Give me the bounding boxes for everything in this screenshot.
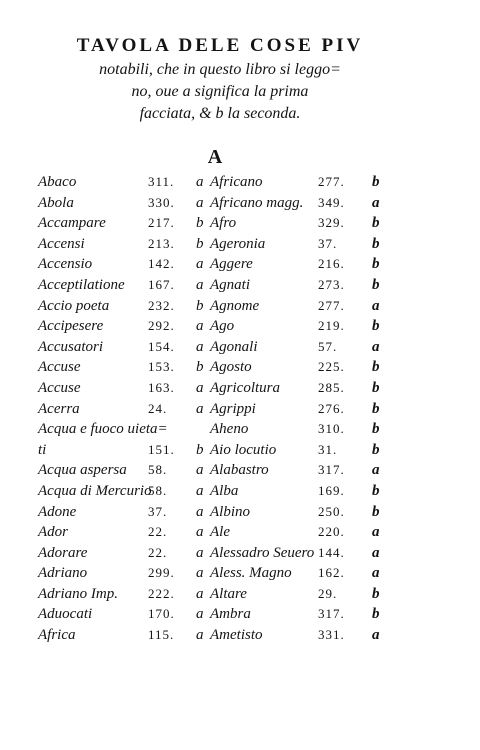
index-entry	[38, 625, 213, 646]
index-term: Ageronia	[210, 235, 266, 252]
index-term: Africano	[210, 174, 263, 190]
index-side-letter: b	[372, 318, 380, 335]
index-entry	[210, 316, 390, 337]
index-term: Agricoltura	[210, 379, 280, 396]
index-side-letter: a	[196, 379, 204, 396]
index-term: Agosto	[210, 359, 252, 376]
index-entry	[210, 440, 390, 461]
page-title: TAVOLA DELE COSE PIV	[76, 35, 364, 56]
index-side-letter: a	[196, 482, 204, 499]
index-side-letter: b	[196, 359, 204, 376]
index-entry	[210, 234, 390, 255]
index-term: Adriano	[38, 565, 88, 582]
index-side-letter: b	[372, 482, 380, 499]
index-side-letter: a	[372, 194, 380, 211]
index-side-letter: b	[372, 441, 380, 458]
index-term: Agnome	[210, 297, 260, 314]
index-page-number: 317.	[318, 462, 345, 478]
index-entry	[210, 399, 390, 420]
index-side-letter: b	[196, 297, 204, 314]
index-term: Acqua di Mercurio	[38, 482, 152, 499]
index-column-left	[38, 172, 213, 646]
index-page-number: 151.	[148, 441, 175, 457]
index-page-number: 330.	[148, 194, 175, 210]
index-entry	[38, 522, 213, 543]
index-side-letter: a	[196, 524, 204, 541]
index-entry	[38, 584, 213, 605]
index-page-number: 142.	[148, 256, 175, 272]
index-term: Aduocati	[38, 606, 93, 623]
index-page-number: 144.	[318, 544, 345, 560]
index-entry	[38, 193, 213, 214]
index-entry	[210, 275, 390, 296]
index-entry	[210, 193, 390, 214]
index-term: Altare	[210, 585, 247, 602]
index-entry	[210, 254, 390, 275]
index-term: Alabastro	[210, 462, 269, 479]
index-side-letter: a	[372, 297, 380, 314]
index-side-letter: a	[372, 462, 380, 479]
index-entry	[38, 502, 213, 523]
index-entry	[38, 604, 213, 625]
index-term: Accio poeta	[38, 297, 110, 314]
index-term: Adorare	[38, 544, 88, 561]
index-term: Abola	[38, 194, 74, 211]
index-entry	[38, 440, 213, 461]
index-entry	[38, 399, 213, 420]
index-side-letter: b	[196, 215, 204, 232]
index-page-number: 331.	[318, 627, 345, 643]
index-term: Africa	[38, 627, 76, 644]
index-term: Aio locutio	[210, 441, 277, 458]
index-page-number: 29.	[318, 585, 338, 601]
index-term: Adone	[38, 503, 77, 520]
index-term: Acqua aspersa	[38, 462, 127, 479]
index-page-number: 22.	[148, 524, 168, 540]
index-side-letter: b	[372, 276, 380, 293]
index-page-number: 273.	[318, 276, 345, 292]
index-page-number: 222.	[148, 585, 175, 601]
index-entry	[38, 419, 213, 440]
index-entry	[210, 213, 390, 234]
index-term: Accusatori	[38, 338, 103, 355]
index-page-number: 225.	[318, 359, 345, 375]
index-side-letter: b	[372, 585, 380, 602]
index-page-number: 58.	[148, 482, 168, 498]
index-term: Abaco	[38, 174, 77, 190]
index-page-number: 250.	[318, 503, 345, 519]
section-letter: A	[207, 146, 223, 168]
index-term: Albino	[210, 503, 250, 520]
index-entry	[210, 337, 390, 358]
index-side-letter: b	[372, 400, 380, 417]
index-page-number: 292.	[148, 318, 175, 334]
index-term: Ale	[210, 524, 230, 541]
index-side-letter: a	[372, 565, 380, 582]
index-page-number: 57.	[318, 338, 338, 354]
index-page-number: 31.	[318, 441, 338, 457]
index-side-letter: a	[372, 524, 380, 541]
index-entry	[38, 357, 213, 378]
index-side-letter: b	[372, 256, 380, 273]
index-entry	[38, 316, 213, 337]
index-side-letter: a	[196, 400, 204, 417]
index-term: Agonali	[210, 338, 258, 355]
index-entry	[210, 584, 390, 605]
index-term: Aless. Magno	[210, 565, 292, 582]
index-page-number: 310.	[318, 421, 345, 437]
index-page-number: 153.	[148, 359, 175, 375]
index-side-letter: a	[196, 565, 204, 582]
index-term: Africano magg.	[210, 194, 304, 211]
index-entry	[210, 296, 390, 317]
index-entry	[38, 172, 213, 193]
index-entry	[210, 563, 390, 584]
index-page-number: 349.	[318, 194, 345, 210]
index-page-number: 299.	[148, 565, 175, 581]
index-page-number: 24.	[148, 400, 168, 416]
index-side-letter: a	[196, 627, 204, 644]
index-side-letter: b	[372, 359, 380, 376]
index-entry	[210, 419, 390, 440]
index-page-number: 154.	[148, 338, 175, 354]
index-term: Acceptilatione	[38, 276, 125, 293]
index-entry	[210, 357, 390, 378]
index-page-number: 317.	[318, 606, 345, 622]
index-entry	[38, 543, 213, 564]
index-entry	[38, 563, 213, 584]
heading-line-3: facciata, & b la seconda.	[139, 105, 301, 122]
index-term: Acqua e fuoco uieta=	[38, 421, 168, 438]
heading-line-1: notabili, che in questo libro si leggo=	[99, 61, 341, 78]
index-entry	[38, 234, 213, 255]
index-entry	[210, 172, 390, 193]
index-side-letter: a	[196, 338, 204, 355]
index-page-number: 163.	[148, 379, 175, 395]
index-side-letter: b	[196, 441, 204, 458]
index-entry	[210, 543, 390, 564]
index-side-letter: a	[372, 544, 380, 561]
index-entry	[210, 625, 390, 646]
index-entry	[210, 522, 390, 543]
index-side-letter: a	[196, 462, 204, 479]
index-side-letter: b	[372, 174, 380, 190]
index-page-number: 37.	[318, 235, 338, 251]
index-page-number: 162.	[318, 565, 345, 581]
index-page-number: 329.	[318, 215, 345, 231]
index-page-number: 213.	[148, 235, 175, 251]
index-term: Adriano Imp.	[38, 585, 118, 602]
index-term: Ador	[38, 524, 68, 541]
index-page-number: 37.	[148, 503, 168, 519]
index-term: Aggere	[210, 256, 253, 273]
index-term: Afro	[210, 215, 237, 232]
index-entry	[210, 604, 390, 625]
index-side-letter: a	[196, 194, 204, 211]
index-side-letter: a	[372, 627, 380, 644]
index-term: Agrippi	[210, 400, 256, 417]
index-page-number: 219.	[318, 318, 345, 334]
index-side-letter: a	[196, 174, 204, 190]
index-term: Acerra	[38, 400, 80, 417]
index-term: Ambra	[210, 606, 251, 623]
index-entry	[210, 481, 390, 502]
index-side-letter: a	[196, 544, 204, 561]
index-entry	[210, 460, 390, 481]
index-term: Accensio	[38, 256, 93, 273]
index-side-letter: a	[196, 318, 204, 335]
index-page-number: 170.	[148, 606, 175, 622]
index-term: Alessadro Seuero	[210, 544, 315, 561]
index-entry	[38, 481, 213, 502]
index-term: Agnati	[210, 276, 250, 293]
index-entry	[38, 275, 213, 296]
index-side-letter: a	[372, 338, 380, 355]
index-entry	[210, 502, 390, 523]
index-term: Ametisto	[210, 627, 263, 644]
index-term: Accensi	[38, 235, 85, 252]
index-side-letter: b	[372, 606, 380, 623]
index-term: ti	[38, 441, 47, 458]
index-side-letter: a	[196, 276, 204, 293]
index-entry	[38, 378, 213, 399]
heading-line-2: no, oue a significa la prima	[131, 83, 309, 100]
index-side-letter: b	[372, 379, 380, 396]
index-side-letter: a	[196, 606, 204, 623]
index-page-number: 115.	[148, 627, 175, 643]
index-term: Aheno	[210, 421, 249, 438]
index-page-number: 58.	[148, 462, 168, 478]
index-side-letter: b	[372, 503, 380, 520]
index-entry	[38, 337, 213, 358]
index-side-letter: b	[372, 235, 380, 252]
index-column-right	[210, 172, 390, 646]
index-term: Accuse	[38, 379, 81, 396]
index-page-number: 22.	[148, 544, 168, 560]
index-term: Ago	[210, 318, 235, 335]
index-side-letter: b	[196, 235, 204, 252]
index-page-number: 232.	[148, 297, 175, 313]
index-entry	[38, 213, 213, 234]
index-entry	[38, 460, 213, 481]
index-term: Accuse	[38, 359, 81, 376]
index-entry	[210, 378, 390, 399]
index-page-number: 167.	[148, 276, 175, 292]
index-page-number: 285.	[318, 379, 345, 395]
index-page-number: 169.	[318, 482, 345, 498]
index-page-number: 220.	[318, 524, 345, 540]
index-page-number: 277.	[318, 174, 345, 189]
index-side-letter: b	[372, 421, 380, 438]
index-side-letter: a	[196, 503, 204, 520]
index-side-letter: b	[372, 215, 380, 232]
index-page-number: 217.	[148, 215, 175, 231]
index-page-number: 276.	[318, 400, 345, 416]
index-page-number: 277.	[318, 297, 345, 313]
index-page-number: 311.	[148, 174, 175, 189]
index-side-letter: a	[196, 256, 204, 273]
index-term: Alba	[210, 482, 239, 499]
index-entry	[38, 296, 213, 317]
index-page-number: 216.	[318, 256, 345, 272]
index-term: Accampare	[38, 215, 106, 232]
index-entry	[38, 254, 213, 275]
index-side-letter: a	[196, 585, 204, 602]
index-term: Accipesere	[38, 318, 104, 335]
